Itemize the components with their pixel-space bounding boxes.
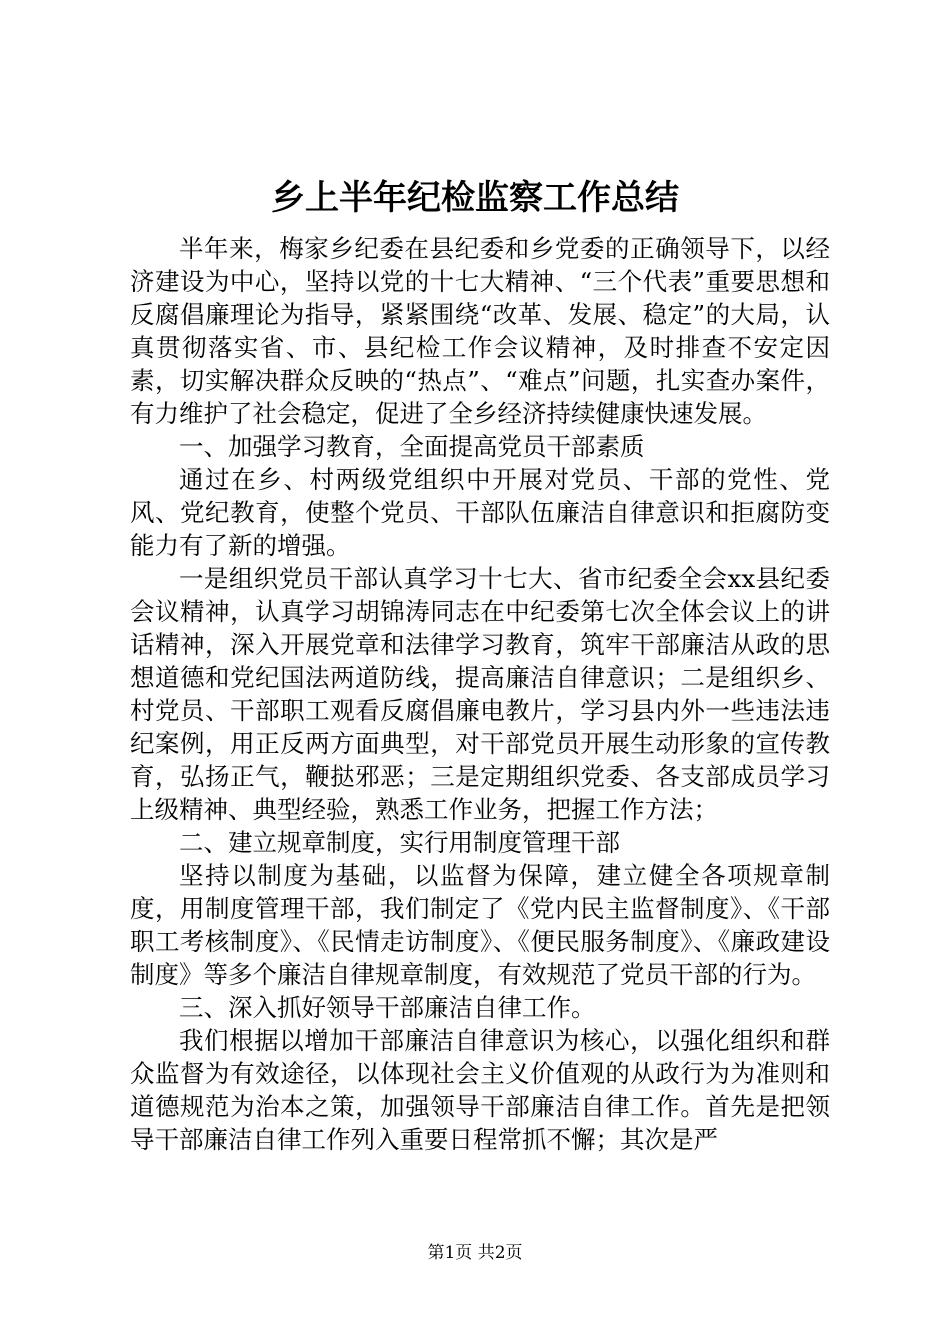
- section-heading-2: 二、建立规章制度，实行用制度管理干部: [179, 828, 620, 857]
- section-heading-3: 三、深入抓好领导干部廉洁自律工作。: [179, 993, 596, 1022]
- paragraph-section-3: 我们根据以增加干部廉洁自律意识为核心，以强化组织和群众监督为有效途径，以体现社会主义价值观的从政行为为准则和道德规范为治本之策，加强领导干部廉洁自律工作。首先是把领导干部廉洁自律工作列入重要日程常抓不懈；其次是严: [130, 1026, 830, 1154]
- section-heading-1: 一、加强学习教育，全面提高党员干部素质: [179, 432, 645, 461]
- paragraph-intro: 半年来，梅家乡纪委在县纪委和乡党委的正确领导下，以经济建设为中心，坚持以党的十七大精神、“三个代表”重要思想和反腐倡廉理论为指导，紧紧围绕“改革、发展、稳定”的大局，认真贯彻落实省、市、县纪检工作会议精神，及时排查不安定因素，切实解决群众反映的“热点”、“难点”问题，扎实查办案件，有力维护了社会稳定，促进了全乡经济持续健康快速发展。: [130, 234, 830, 428]
- page-footer: 第1页 共2页: [427, 1243, 523, 1263]
- document-body: [130, 232, 830, 1156]
- paragraph-section-1-summary: 通过在乡、村两级党组织中开展对党员、干部的党性、党风、党纪教育，使整个党员、干部队伍廉洁自律意识和拒腐防变能力有了新的增强。: [130, 465, 830, 560]
- document-title: 乡上半年纪检监察工作总结: [271, 178, 679, 218]
- paragraph-section-2: 坚持以制度为基础，以监督为保障，建立健全各项规章制度，用制度管理干部，我们制定了《党内民主监督制度》、《干部职工考核制度》、《民情走访制度》、《便民服务制度》、《廉政建设制度》等多个廉洁自律规章制度，有效规范了党员干部的行为。: [130, 861, 830, 989]
- paragraph-section-1-detail: 一是组织党员干部认真学习十七大、省市纪委全会xx县纪委会议精神，认真学习胡锦涛同志在中纪委第七次全体会议上的讲话精神，深入开展党章和法律学习教育，筑牢干部廉洁从政的思想道德和党纪国法两道防线，提高廉洁自律意识；二是组织乡、村党员、干部职工观看反腐倡廉电教片，学习县内外一些违法违纪案例，用正反两方面典型，对干部党员开展生动形象的宣传教育，弘扬正气，鞭挞邪恶；三是定期组织党委、各支部成员学习上级精神、典型经验，熟悉工作业务，把握工作方法；: [130, 564, 830, 824]
